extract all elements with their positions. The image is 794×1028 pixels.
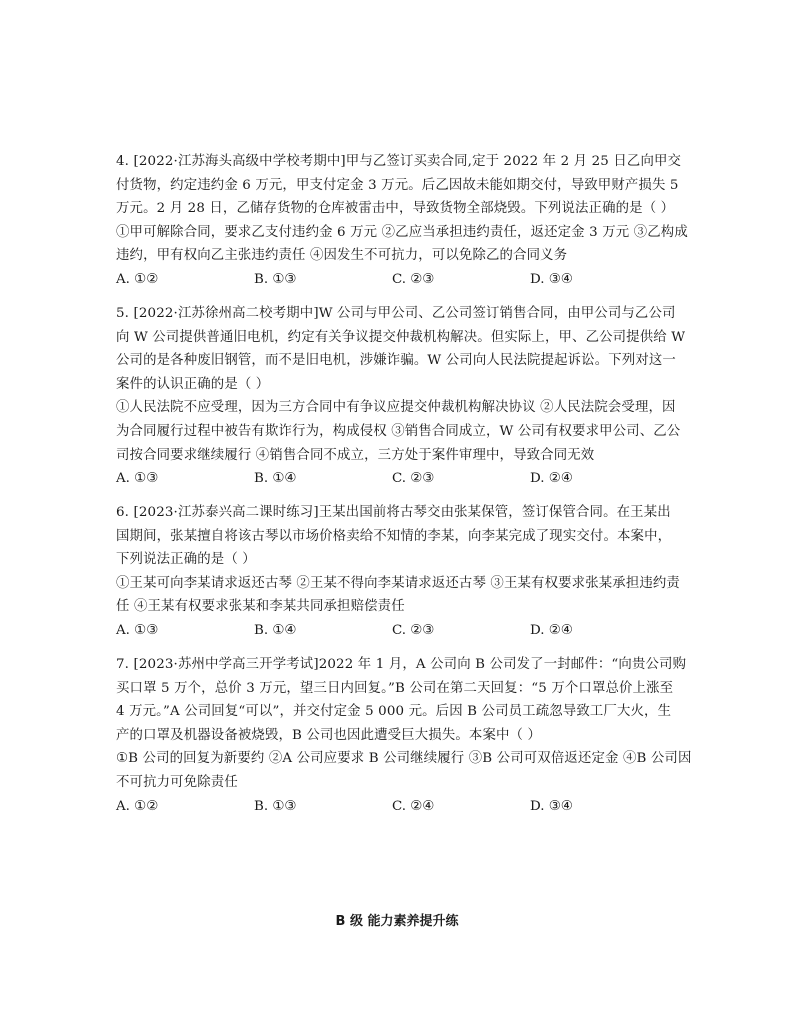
answer-options bbox=[116, 795, 682, 819]
answer-option: D. ②④ bbox=[530, 623, 573, 639]
question-text-line: ①B 公司的回复为新要约 ②A 公司应要求 B 公司继续履行 ③B 公司可双倍返还定金 ④B 公司因 bbox=[116, 751, 692, 767]
answer-option: A. ①② bbox=[116, 798, 159, 814]
question-text-line: ①人民法院不应受理，因为三方合同中有争议应提交仲裁机构解决协议 ②人民法院会受理，因 bbox=[116, 400, 676, 416]
section-title: B 级 能力素养提升练 bbox=[335, 914, 459, 929]
answer-option: B. ①④ bbox=[254, 623, 297, 639]
question-text-line: 下列说法正确的是（ ） bbox=[116, 552, 256, 568]
question-text-line: 不可抗力可免除责任 bbox=[116, 775, 238, 791]
question-text-line: 任 ④王某有权要求张某和李某共同承担赔偿责任 bbox=[116, 599, 405, 615]
question-text-line: ①甲可解除合同，要求乙支付违约金 6 万元 ②乙应当承担违约责任，返还定金 3 万元 ③乙构成 bbox=[116, 224, 688, 240]
question-text-line: 违约，甲有权向乙主张违约责任 ④因发生不可抗力，可以免除乙的合同义务 bbox=[116, 248, 568, 264]
question-4 bbox=[116, 150, 688, 292]
answer-option: B. ①③ bbox=[254, 798, 297, 814]
question-5 bbox=[116, 302, 686, 491]
answer-option: D. ③④ bbox=[530, 271, 573, 287]
answer-option: C. ②③ bbox=[392, 623, 435, 639]
question-text-line: 6. [2023·江苏泰兴高二课时练习]王某出国前将古琴交由张某保管，签订保管合同。在王某出 bbox=[116, 505, 671, 521]
question-6 bbox=[116, 501, 682, 643]
question-text-line: 司按合同要求继续履行 ④销售合同不成立，三方处于案件审理中，导致合同无效 bbox=[116, 447, 595, 463]
question-text-line: 4 万元。”A 公司回复“可以”，并交付定金 5 000 元。后因 B 公司员工疏忽导致工厂大火，生 bbox=[116, 704, 672, 720]
answer-option: D. ③④ bbox=[530, 798, 573, 814]
question-7 bbox=[116, 653, 692, 818]
answer-option: A. ①③ bbox=[116, 623, 159, 639]
answer-option: C. ②③ bbox=[392, 471, 435, 487]
answer-option: B. ①④ bbox=[254, 471, 297, 487]
question-text-line: 7. [2023·苏州中学高三开学考试]2022 年 1 月，A 公司向 B 公司发了一封邮件：“向贵公司购 bbox=[116, 657, 687, 673]
answer-option: A. ①③ bbox=[116, 471, 159, 487]
answer-option: B. ①③ bbox=[254, 271, 297, 287]
answer-option: A. ①② bbox=[116, 271, 159, 287]
question-text-line: 案件的认识正确的是（ ） bbox=[116, 376, 270, 392]
question-text-line: 万元。2 月 28 日，乙储存货物的仓库被雷击中，导致货物全部烧毁。下列说法正确的是（ ） bbox=[116, 201, 675, 217]
answer-options bbox=[116, 619, 682, 643]
question-text-line: ①王某可向李某请求返还古琴 ②王某不得向李某请求返还古琴 ③王某有权要求张某承担违约责 bbox=[116, 575, 680, 591]
question-text-line: 买口罩 5 万个，总价 3 万元，望三日内回复。”B 公司在第二天回复：“5 万个口罩总价上涨至 bbox=[116, 680, 674, 696]
answer-option: C. ②③ bbox=[392, 271, 435, 287]
question-text-line: 5. [2022·江苏徐州高二校考期中]W 公司与甲公司、乙公司签订销售合同，由甲公司与乙公司 bbox=[116, 305, 676, 321]
question-text-line: 产的口罩及机器设备被烧毁，B 公司也因此遭受巨大损失。本案中（ ） bbox=[116, 727, 542, 743]
question-text-line: 4. [2022·江苏海头高级中学校考期中]甲与乙签订买卖合同,定于 2022 年 2 月 25 日乙向甲交 bbox=[116, 154, 682, 169]
question-list bbox=[116, 150, 692, 829]
answer-options bbox=[116, 467, 682, 491]
question-text-line: 国期间，张某擅自将该古琴以市场价格卖给不知情的李某，向李某完成了现实交付。本案中， bbox=[116, 528, 672, 544]
question-text-line: 向 W 公司提供普通旧电机，约定有关争议提交仲裁机构解决。但实际上，甲、乙公司提供给 W bbox=[116, 329, 686, 345]
question-text-line: 付货物，约定违约金 6 万元，甲支付定金 3 万元。后乙因故未能如期交付，导致甲财产损失 5 bbox=[116, 177, 679, 193]
answer-option: C. ②④ bbox=[392, 798, 435, 814]
answer-option: D. ②④ bbox=[530, 471, 573, 487]
answer-options bbox=[116, 268, 682, 292]
question-text-line: 为合同履行过程中被告有欺诈行为，构成侵权 ③销售合同成立，W 公司有权要求甲公司、乙公 bbox=[116, 423, 681, 439]
question-text-line: 公司的是各种废旧钢管，而不是旧电机，涉嫌诈骗。W 公司向人民法院提起诉讼。下列对这一 bbox=[116, 353, 676, 369]
